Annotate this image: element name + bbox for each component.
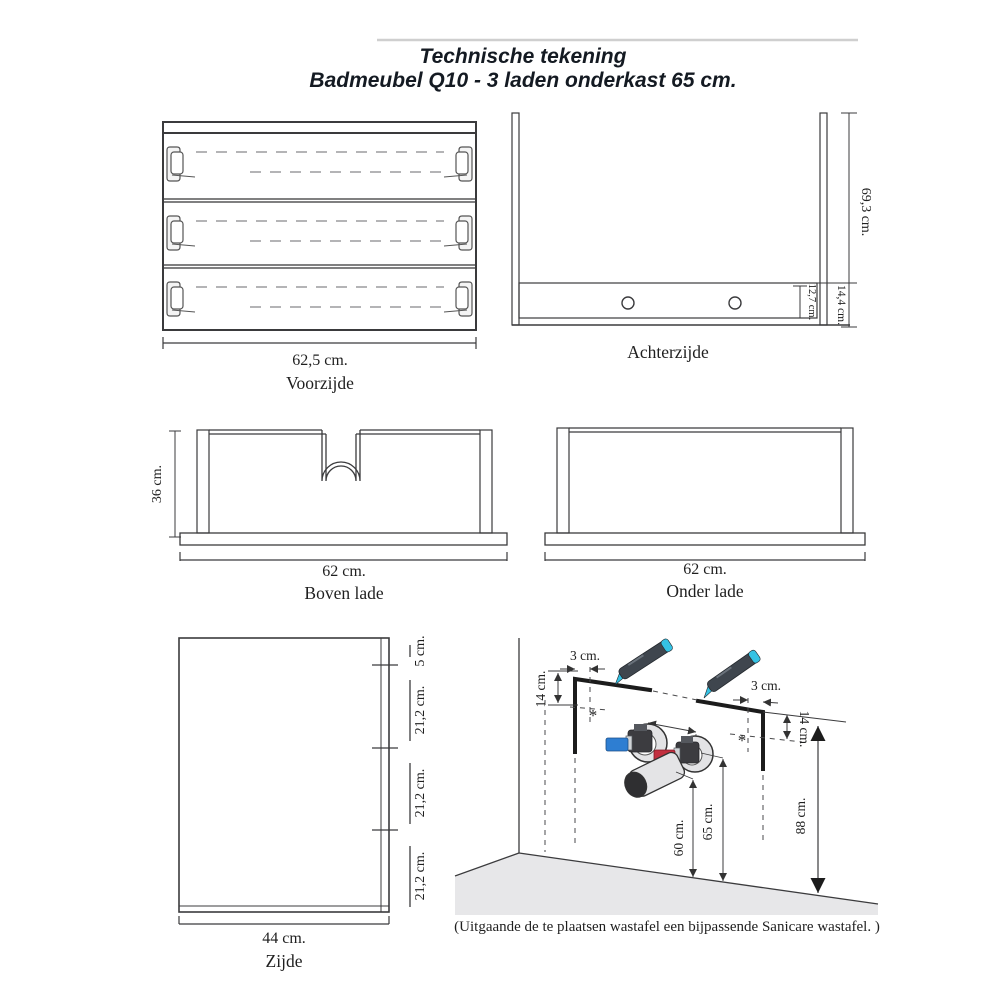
drawer-clip-icon: [167, 216, 195, 250]
total-height-dim: 88 cm.: [793, 797, 808, 835]
bottom-drawer-label: Onder lade: [666, 581, 744, 601]
side-segment-dim-2: 21,2 cm.: [413, 685, 428, 735]
valve-height-dim: 65 cm.: [700, 803, 715, 841]
installation-caption: (Uitgaande de te plaatsen wastafel een bijpassende Sanicare wastafel. ): [454, 919, 880, 935]
left-offset-dim: 3 cm.: [570, 648, 600, 663]
front-width-dim: 62,5 cm.: [292, 352, 348, 369]
asterisk-marker: *: [588, 706, 598, 725]
mount-hole: [622, 297, 634, 309]
left-depth-dim: 14 cm.: [533, 670, 548, 708]
page-title-line2: Badmeubel Q10 - 3 laden onderkast 65 cm.: [309, 69, 737, 92]
top-drawer-width-dim: 62 cm.: [322, 563, 366, 580]
floor: [455, 853, 878, 915]
top-drawer-height-dim: 36 cm.: [150, 464, 165, 504]
drawer-clip-icon: [167, 282, 195, 316]
mount-hole: [729, 297, 741, 309]
side-view-label: Zijde: [265, 951, 303, 971]
side-view: [179, 635, 428, 971]
front-view: [163, 122, 476, 393]
installation-view: [454, 638, 880, 935]
side-segment-dim-3: 21,2 cm.: [413, 768, 428, 818]
side-segment-dim-1: 5 cm.: [413, 635, 428, 667]
asterisk-marker: *: [737, 731, 747, 750]
right-depth-dim: 14 cm.: [797, 710, 812, 748]
top-drawer-view: [150, 430, 507, 603]
title-block: [309, 45, 736, 92]
drain-height-dim: 60 cm.: [671, 819, 686, 857]
back-view: [512, 113, 873, 362]
front-view-label: Voorzijde: [286, 373, 354, 393]
bottom-drawer-view: [545, 428, 865, 601]
side-segment-dim-4: 21,2 cm.: [413, 851, 428, 901]
drawer-clip-icon: [167, 147, 195, 181]
marker-pen-icon: [609, 638, 674, 686]
drawer-clip-icon: [444, 216, 472, 250]
top-drawer-label: Boven lade: [304, 583, 384, 603]
back-hole-dim: 12,7 cm.: [806, 283, 817, 321]
bottom-drawer-width-dim: 62 cm.: [683, 561, 727, 578]
drawer-clip-icon: [444, 147, 472, 181]
back-height-dim: 69,3 cm.: [858, 187, 873, 237]
side-width-dim: 44 cm.: [262, 930, 306, 947]
back-plinth-dim: 14,4 cm.: [835, 285, 847, 325]
drawer-clip-icon: [444, 282, 472, 316]
page-title-line1: Technische tekening: [419, 45, 627, 68]
back-view-label: Achterzijde: [627, 342, 709, 362]
right-offset-dim: 3 cm.: [751, 678, 781, 693]
